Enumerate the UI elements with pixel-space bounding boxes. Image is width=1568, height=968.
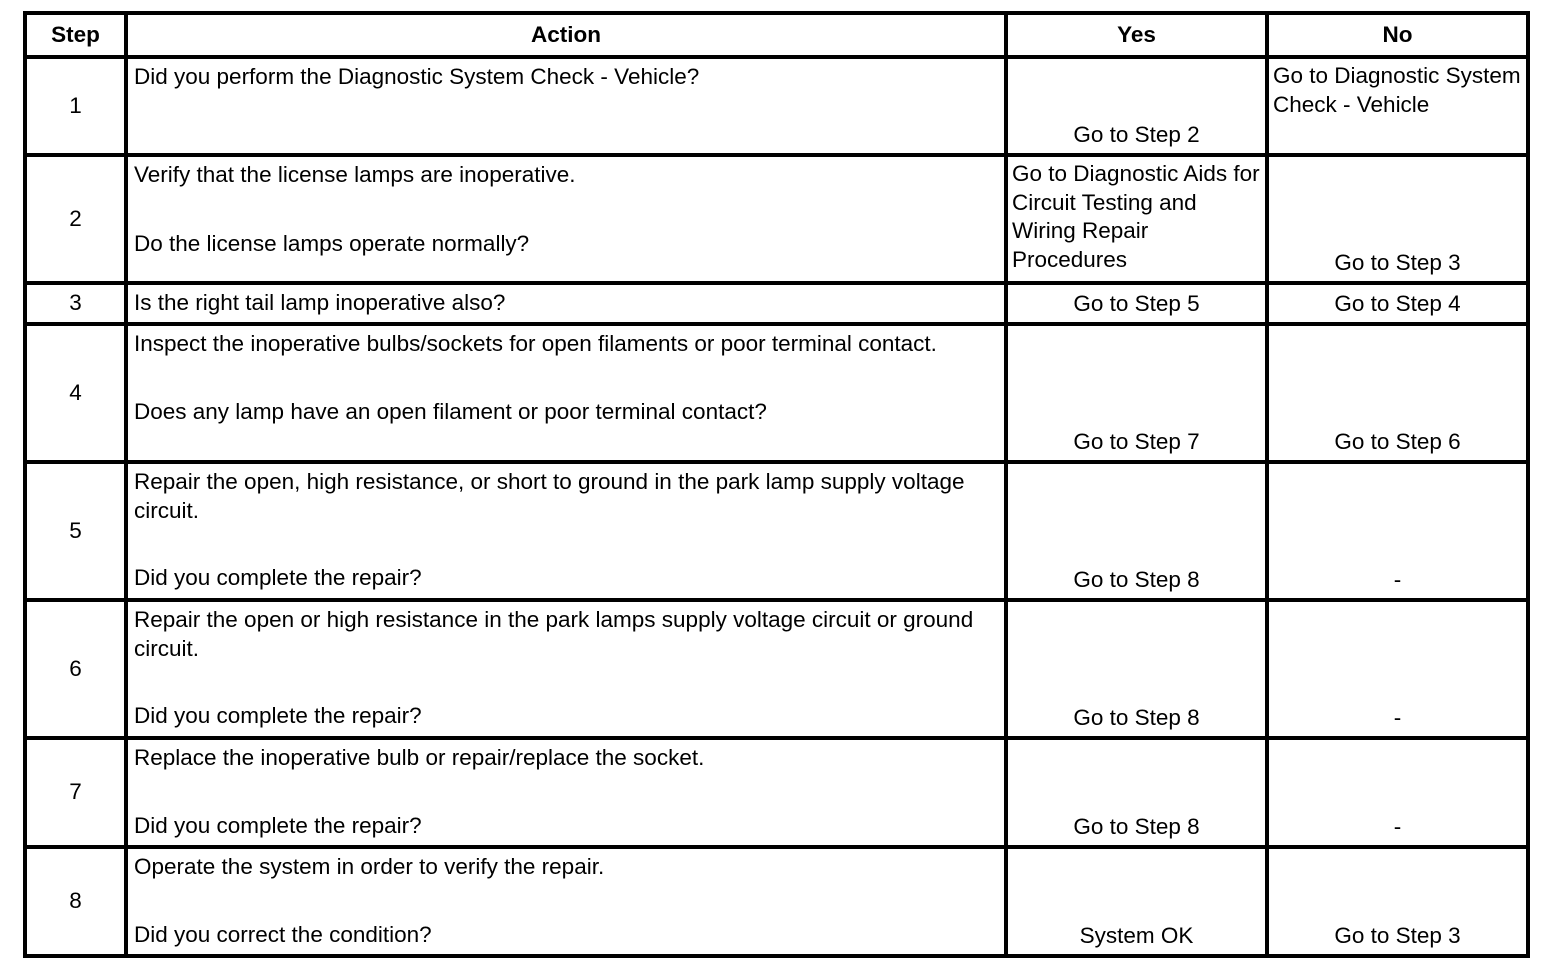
table-row (25, 600, 1528, 738)
step-number: 4 (25, 324, 126, 462)
no-cell: - (1267, 462, 1528, 600)
action-text: Did you perform the Diagnostic System Check - Vehicle? (134, 64, 700, 89)
table-row (25, 324, 1528, 462)
header-yes: Yes (1006, 13, 1267, 57)
action-cell (126, 462, 1006, 600)
table-row (25, 283, 1528, 324)
action-cell (126, 738, 1006, 847)
action-text: Verify that the license lamps are inoperative. (134, 162, 576, 187)
action-question: Did you complete the repair? (134, 812, 422, 838)
no-cell: Go to Step 4 (1267, 283, 1528, 324)
yes-cell: Go to Step 8 (1006, 600, 1267, 738)
yes-cell: Go to Diagnostic Aids for Circuit Testing and Wiring Repair Procedures (1006, 155, 1267, 283)
action-text: Operate the system in order to verify the repair. (134, 854, 605, 879)
action-text: Inspect the inoperative bulbs/sockets for open filaments or poor terminal contact. (134, 331, 937, 356)
yes-cell: Go to Step 8 (1006, 462, 1267, 600)
table-row (25, 462, 1528, 600)
header-row (25, 13, 1528, 57)
no-cell: Go to Step 6 (1267, 324, 1528, 462)
no-cell: Go to Step 3 (1267, 847, 1528, 956)
yes-cell: Go to Step 2 (1006, 57, 1267, 155)
action-text: Repair the open or high resistance in the park lamps supply voltage circuit or ground circuit. (134, 607, 980, 661)
action-question: Did you complete the repair? (134, 703, 422, 728)
action-question: Did you correct the condition? (134, 921, 432, 947)
action-cell (126, 283, 1006, 324)
no-cell: Go to Step 3 (1267, 155, 1528, 283)
step-number: 5 (25, 462, 126, 600)
action-cell (126, 57, 1006, 155)
action-cell (126, 155, 1006, 283)
yes-cell: Go to Step 7 (1006, 324, 1267, 462)
yes-cell: Go to Step 5 (1006, 283, 1267, 324)
step-number: 6 (25, 600, 126, 738)
table-row (25, 738, 1528, 847)
no-cell: - (1267, 738, 1528, 847)
no-cell: Go to Diagnostic System Check - Vehicle (1267, 57, 1528, 155)
step-number: 3 (25, 283, 126, 324)
header-no: No (1267, 13, 1528, 57)
action-text: Repair the open, high resistance, or short to ground in the park lamp supply voltage circuit. (134, 469, 971, 523)
action-question: Does any lamp have an open filament or poor terminal contact? (134, 398, 767, 424)
table-row (25, 155, 1528, 283)
action-cell (126, 847, 1006, 956)
no-cell: - (1267, 600, 1528, 738)
action-cell (126, 324, 1006, 462)
action-question: Do the license lamps operate normally? (134, 230, 530, 256)
step-number: 1 (25, 57, 126, 155)
yes-cell: System OK (1006, 847, 1267, 956)
table-row (25, 847, 1528, 956)
action-text: Replace the inoperative bulb or repair/replace the socket. (134, 745, 705, 770)
yes-cell: Go to Step 8 (1006, 738, 1267, 847)
step-number: 7 (25, 738, 126, 847)
header-step: Step (25, 13, 126, 57)
action-text: Is the right tail lamp inoperative also? (134, 290, 506, 316)
diagnostic-table (23, 11, 1530, 958)
header-action: Action (126, 13, 1006, 57)
action-cell (126, 600, 1006, 738)
action-question: Did you complete the repair? (134, 565, 422, 590)
step-number: 2 (25, 155, 126, 283)
step-number: 8 (25, 847, 126, 956)
table-row (25, 57, 1528, 155)
